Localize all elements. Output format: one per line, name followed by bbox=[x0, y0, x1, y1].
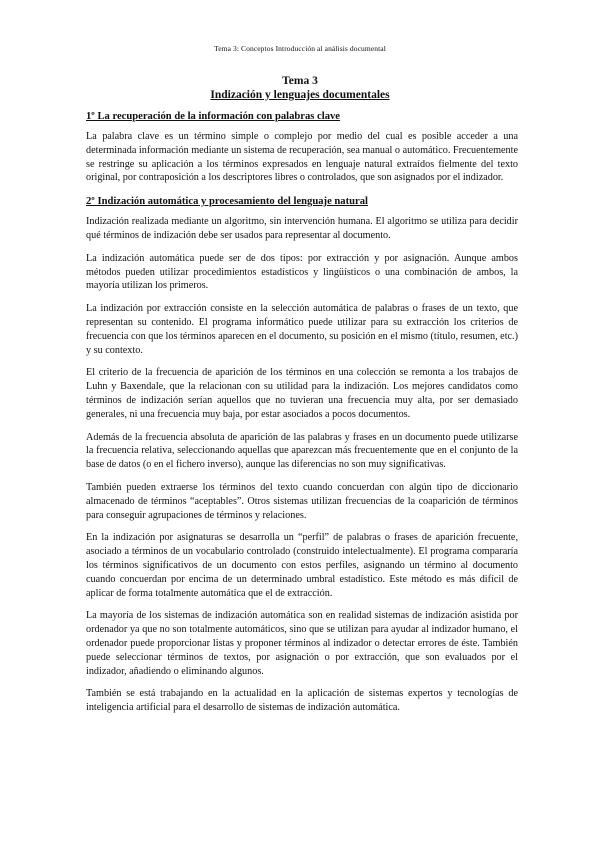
paragraph: El criterio de la frecuencia de aparición de los términos en una colección se remonta a los trabajos de Luhn y Baxendale, que la relacionan con su utilidad para la indización. Los mejores candidatos como términos de indización serían aquellos que no tuvieran una frecuencia muy alta, por ser demasiado generales, ni una frecuencia muy baja, por estar asociados a pocos documentos. bbox=[86, 367, 518, 420]
page-subtitle: Indización y lenguajes documentales bbox=[210, 89, 390, 101]
paragraph: La indización por extracción consiste en la selección automática de palabras o frases de un texto, que representan su contenido. El programa informático puede utilizar para su extracción los criterios de frecuencia con que los términos aparecen en el documento, su posición en el mismo (título, resumen, etc.) y su contexto. bbox=[86, 303, 518, 356]
section-1 bbox=[86, 110, 518, 185]
document-body bbox=[86, 110, 518, 724]
paragraph: La mayoría de los sistemas de indización automática son en realidad sistemas de indización asistida por ordenador ya que no son totalmente automáticos, sino que se utilizan para ayudar al indizador humano, el ordenador puede proporcionar listas y proponer términos al indizador o detectar errores de éste. También puede seleccionar términos de textos, por asignación o por extracción, que son evaluados por el indizador, añadiendo o eliminando algunos. bbox=[86, 610, 518, 677]
running-header: Tema 3: Conceptos Introducción al análisis documental bbox=[214, 44, 386, 53]
paragraph: También se está trabajando en la actualidad en la aplicación de sistemas expertos y tecnologías de inteligencia artificial para el desarrollo de sistemas de indización automática. bbox=[86, 688, 518, 714]
page-title: Tema 3 bbox=[282, 75, 318, 87]
section-2 bbox=[86, 195, 518, 715]
paragraph: La palabra clave es un término simple o complejo por medio del cual es posible acceder a una determinada información mediante un sistema de recuperación, sea manual o automático. Frecuentemente se restringe su aplicación a los términos expresados en lenguaje natural extraídos fielmente del texto original, por contraposición a los descriptores libres o controlados, que son asignados por el indizador. bbox=[86, 131, 518, 184]
paragraph: La indización automática puede ser de dos tipos: por extracción y por asignación. Aunque ambos métodos pueden utilizar procedimientos estadísticos y lingüísticos o una combinación de ambos, la mayoría utilizan los primeros. bbox=[86, 252, 518, 292]
paragraph: Indización realizada mediante un algoritmo, sin intervención humana. El algoritmo se utiliza para decidir qué términos de indización debe ser usados para representar al documento. bbox=[86, 216, 518, 241]
paragraph: Además de la frecuencia absoluta de aparición de las palabras y frases en un documento puede utilizarse la frecuencia relativa, seleccionando aquellas que aparezcan más frecuentemente que en el conjunto de la base de datos (o en el fichero inverso), aunque las diferencias no son muy significativas. bbox=[86, 431, 518, 471]
section-heading: 2º Indización automática y procesamiento del lenguaje natural bbox=[86, 196, 368, 208]
paragraph: También pueden extraerse los términos del texto cuando concuerdan con algún tipo de diccionario almacenado de términos “aceptables”. Otros sistemas utilizan frecuencias de la coaparición de términos para conseguir agrupaciones de términos y relaciones. bbox=[86, 481, 518, 521]
title-block bbox=[0, 74, 600, 102]
section-heading: 1º La recuperación de la información con palabras clave bbox=[86, 111, 341, 122]
paragraph: En la indización por asignaturas se desarrolla un “perfil” de palabras o frases de aparición frecuente, asociado a términos de un vocabulario controlado (construido intelectualmente). El programa compararía los términos significativos de un documento con estos perfiles, asignando un término al documento cuando concuerdan por encima de un determinado umbral estadístico. Este método es más difícil de aplicar de forma totalmente automática que el de extracción. bbox=[86, 532, 518, 599]
